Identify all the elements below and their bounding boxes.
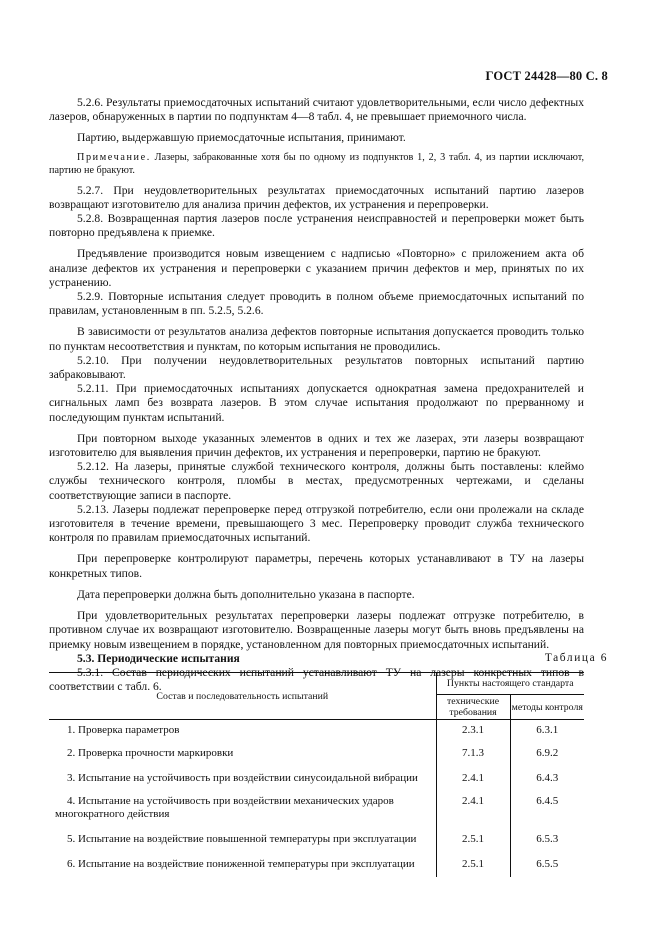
table-caption: Таблица 6 (544, 652, 608, 664)
table-row (49, 741, 584, 766)
paragraph: Дата перепроверки должна быть дополнительно указана в паспорте. (77, 587, 415, 601)
control-method-ref: 6.5.3 (510, 827, 584, 852)
paragraph: Предъявление производится новым извещением с надписью «Повторно» с приложением акта об анализе дефектов их устранения и перепроверки с указанием причин дефектов и мер, принятых по их устранению. (49, 247, 584, 289)
paragraph-5-2-13: 5.2.13. Лазеры подлежат перепроверке перед отгрузкой потребителю, если они пролежали на складе изготовителя в течение времени, превышающего 3 мес. Перепроверку проводит служба технического контроля по правилам приемосдаточных испытаний. (49, 502, 584, 545)
technical-requirement-ref: 2.4.1 (436, 766, 510, 791)
body-text (49, 96, 584, 694)
paragraph-5-2-6: 5.2.6. Результаты приемосдаточных испытаний считают удовлетворительными, если число дефектных лазеров, обнаруженных в партии по подпунктам 4—8 табл. 4, не превышает приемочного числа. (49, 96, 584, 124)
control-method-ref: 6.3.1 (510, 720, 584, 742)
table-row (49, 720, 584, 742)
technical-requirement-ref: 2.4.1 (436, 791, 510, 827)
section-heading: 5.3. Периодические испытания (77, 651, 240, 665)
paragraph-5-2-7: 5.2.7. При неудовлетворительных результатах приемосдаточных испытаний партию лазеров возвращают изготовителю для анализа причин дефектов, их устранения и перепроверки. (49, 183, 584, 211)
control-method-ref: 6.4.5 (510, 791, 584, 827)
paragraph: Партию, выдержавшую приемосдаточные испытания, принимают. (77, 131, 406, 145)
technical-requirement-ref: 2.5.1 (436, 827, 510, 852)
test-name: 1. Проверка параметров (67, 724, 180, 736)
control-method-ref: 6.9.2 (510, 741, 584, 766)
control-method-ref: 6.5.5 (510, 852, 584, 877)
paragraph: В зависимости от результатов анализа дефектов повторные испытания допускается проводить только по пунктам несоответствия и пунктам, по которым испытания не проводились. (49, 325, 584, 353)
test-name: 3. Испытание на устойчивость при воздействии синусоидальной вибрации (67, 772, 418, 784)
table-row (49, 827, 584, 852)
control-method-ref: 6.4.3 (510, 766, 584, 791)
table-row (49, 766, 584, 791)
note-label: Примечание. (77, 151, 151, 163)
technical-requirement-ref: 7.1.3 (436, 741, 510, 766)
column-header-technical-requirements: технические требования (436, 695, 510, 720)
paragraph-5-2-9: 5.2.9. Повторные испытания следует проводить в полном объеме приемосдаточных испытаний по правилам, установленным в пп. 5.2.5, 5.2.6. (49, 290, 584, 318)
paragraph: При удовлетворительных результатах перепроверки лазеры подлежат отгрузке потребителю, в противном случае их возвращают изготовителю. Возвращенные лазеры могут быть вновь предъявлены на приемку новым извещением в порядке, установленном для повторных приемосдаточных испытаний. (49, 609, 584, 651)
test-name: 4. Испытание на устойчивость при воздействии механических ударов многократного действия (55, 795, 394, 820)
column-header-standard-clauses: Пункты настоящего стандарта (436, 673, 584, 695)
table-row (49, 791, 584, 827)
note (49, 151, 584, 177)
paragraph-5-3-1: 5.3.1. Состав периодических испытаний устанавливают ТУ на лазеры конкретных типов в соответствии с табл. 6. (49, 665, 584, 694)
test-name: 5. Испытание на воздействие повышенной температуры при эксплуатации (67, 833, 417, 845)
paragraph-5-2-8: 5.2.8. Возвращенная партия лазеров после устранения неисправностей и перепроверки может быть повторно предъявлена к приемке. (49, 212, 584, 240)
paragraph: При перепроверке контролируют параметры, перечень которых устанавливают в ТУ на лазеры конкретных типов. (49, 552, 584, 580)
column-header-tests: Состав и последовательность испытаний (49, 673, 436, 720)
note-text: Лазеры, забракованные хотя бы по одному из подпунктов 1, 2, 3 табл. 4, из партии исключают, партию не бракуют. (49, 151, 584, 176)
test-name: 2. Проверка прочности маркировки (67, 747, 234, 759)
technical-requirement-ref: 2.5.1 (436, 852, 510, 877)
paragraph-5-2-12: 5.2.12. На лазеры, принятые службой технического контроля, должны быть поставлены: клеймо службы технического контроля, пломбы в местах, предусмотренных чертежами, и сделаны соответствующие записи в паспорте. (49, 460, 584, 502)
column-header-control-methods: методы контроля (510, 695, 584, 720)
table-row (49, 852, 584, 877)
paragraph-5-2-10: 5.2.10. При получении неудовлетворительных результатов повторных испытаний партию забраковывают. (49, 353, 584, 382)
page-header: ГОСТ 24428—80 С. 8 (485, 69, 608, 83)
test-name: 6. Испытание на воздействие пониженной температуры при эксплуатации (67, 858, 415, 870)
paragraph-5-2-11: 5.2.11. При приемосдаточных испытаниях допускается однократная замена предохранителей и сигнальных ламп без возврата лазеров. В этом случае испытания продолжают по прерванному и последующим пунктам испытаний. (49, 382, 584, 424)
table-6 (49, 672, 584, 877)
paragraph: При повторном выходе указанных элементов в одних и тех же лазерах, эти лазеры возвращают изготовителю для выявления причин дефектов, их устранения и перепроверки, партию не бракуют. (49, 431, 584, 460)
technical-requirement-ref: 2.3.1 (436, 720, 510, 742)
